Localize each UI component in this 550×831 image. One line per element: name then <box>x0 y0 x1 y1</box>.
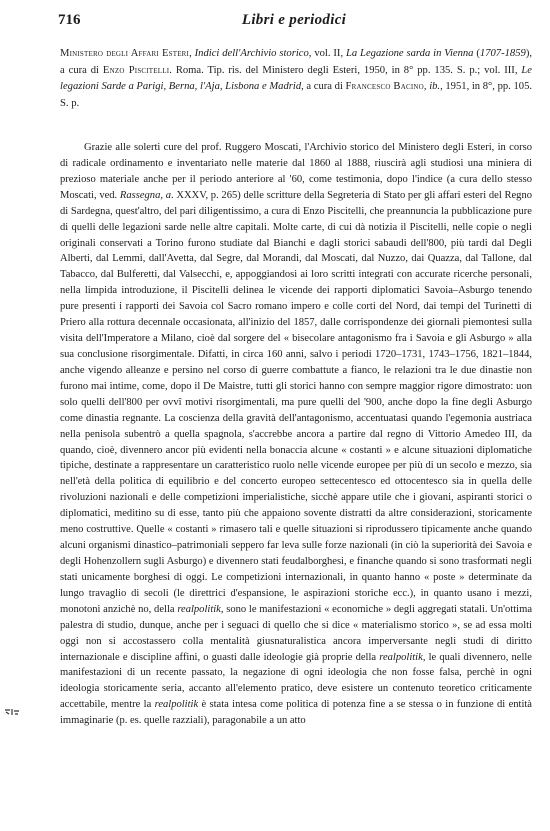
citation-editor: Francesco Bacino <box>345 81 424 93</box>
citation-text: , a cura di <box>301 81 346 93</box>
term-italic: realpolitik <box>177 603 221 615</box>
review-body <box>60 140 532 729</box>
citation-title: Indici dell'Archivio storico <box>194 48 309 59</box>
term-italic: realpolitik <box>379 651 423 663</box>
citation-text: ( <box>473 48 480 59</box>
body-text: . XXXV, p. 265) delle scritture della Segreteria di Stato per gli affari esteri del Regno di Sardegna, quest'altro, del pari diligentissimo, a cura di Enzo Piscitelli, che preannuncia la pubblicazione pure di quelli delle legazioni sarde nelle altre capitali. Molte carte, di cui dà notizia il Piscitelli, nelle copie o negli originali conservati a Torino furono studiate dal Bianchi e dagli storici sabaudi dell'800, più tardi dal Degli Alberti, dal Lemmi, dall'Avetta, dal Segre, dal Morandi, dal Moscati, dal Nuzzo, dai Quazza, dal Tallone, dal Tabacco, dal Bulferetti, dal Valsecchi, e, appoggiandosi ai loro scritti integrati con accurate ricerche personali, nella limpida introduzione, il Piscitelli delinea le vicende dei rapporti diplomatici Savoia–Asburgo tenendo pure presenti i rapporti dei Savoia col Sacro romano impero e colle corti del Nord, dai tempi del Turinetti di Priero alla rottura decennale occasionata, all'inizio del 1857, dalle corrispondenze dei giornali piemontesi sulla visita dell'Imperatore a Milano, cioè dal sorgere del « bisecolare antagonismo fra i Savoia e gli Asburgo » alla sua conclusione risorgimentale. Difatti, in circa 160 anni, salvo i periodi 1720–1731, 1743–1756, 1821–1844, anche vigendo alleanze e persino nel corso di guerre combattute a fianco, le relazioni tra le due dinastie non furono mai intime, come, dopo il De Maistre, tutti gli storici hanno con sempre maggior rigore dimostrato: uon solo quelli dell'800 per ovvî motivi risorgimentali, ma pure quelli del '900, anche dopo la fine degli Asburgo come dinastia regnante. La coscienza della gravità dell'antagonismo, accentuatasi quando l'egemonia austriaca nella penisola subentrò a quella spagnola, s'accrebbe ancora a partire dal regno di Vittorio Amedeo III, da quando, cioè, divennero ancor più evidenti nella bonaccia alcune « costanti » e alcune situazioni diplomatiche tipiche, destinate a rappresentare un caratteristico ruolo nelle vicende europee per più di un secolo e mezzo, sia nell'età della politica di equilibrio e del concerto europeo settecentesco ed ottocentesco sia in quella delle rivoluzioni nazionali e delle competizioni imperialistiche, sicchè appare utile che i giovani, aspiranti storici o diplomatici, meditino su di esse, tanto più che appaiono sovente distratti da altre considerazioni, storicamente meno costruttive. Quelle « costanti » rimasero tali e quelle situazioni si riprodussero tipicamente anche quando alcuni organismi dinastico–patrimoniali seppero far leva sulle forze nazionali (in ciò la superiorità dei Savoia e degli Hohenzollern sugli Asburgo) e divennero stati feudalborghesi, e finanche quando si sono trasformati negli stati unicamente borghesi di oggi. Le competizioni internazionali, in quanto hanno « poste » determinate da lungo travaglio di secoli (le direttrici d'espansione, le aspirazioni storiche ecc.), in quanto usano i mezzi, monotoni anzichè no, della <box>60 189 533 615</box>
citation-text: , vol. II, <box>308 48 346 59</box>
body-text: è stata intesa come politica di potenza fine a se stessa o in funzione di entità immaginarie (p. es. quelle razziali), paragonabile a un atto <box>60 699 532 727</box>
citation-author: Ministero degli Affari Esteri <box>60 48 190 59</box>
citation-editor: Enzo Piscitelli <box>102 64 170 76</box>
page-header <box>58 12 530 32</box>
citation-text: , <box>189 48 195 59</box>
review-paragraph <box>60 140 532 729</box>
citation-ibid: ib. <box>429 81 441 93</box>
citation-title: La Legazione sarda in Vienna <box>345 48 474 59</box>
body-text: , <box>160 189 166 201</box>
scan-mark-glyph <box>4 708 20 716</box>
citation-text: . Roma. Tip. ris. del Ministero degli Esteri, 1950, in 8° pp. 135. S. p.; vol. III, <box>169 64 522 76</box>
citation-text: , 1951, in 8°, pp. 105. S. p. <box>60 81 533 109</box>
journal-abbrev: a <box>165 189 171 201</box>
journal-abbrev: Rassegna <box>119 189 161 201</box>
body-text: Grazie alle solerti cure del prof. Ruggero Moscati, l'Archivio storico del Ministero degli Esteri, in corso di radicale ordinamento e inventariato nelle materie dal 1860 al 1888, riuscirà agli studiosi una miniera di prezioso materiale anche per il periodo anteriore al '60, come testimonia, dopo l'indice (a cura dello stesso Moscati, ved. <box>60 142 532 201</box>
citation-years: 1707-1859 <box>479 48 526 59</box>
citation-title: Le legazioni Sarde a Parigi, Berna, l'Aja, Lisbona e Madrid <box>60 64 532 93</box>
citation-text: ), a cura di <box>60 48 532 76</box>
term-italic: realpolitik <box>154 699 199 711</box>
page-number: 716 <box>58 12 81 28</box>
running-head: Libri e periodici <box>241 12 347 28</box>
book-citation <box>60 46 532 112</box>
citation-text: , <box>423 81 430 93</box>
body-text: , sono le manifestazioni « economiche » degli aggregati statali. Un'ottima palestra di studio, dunque, anche per i seguaci di quello che si dice « materialismo storico », se ad essa molti oggi non si accostassero colla mentalità giusnaturalistica ancora imperversante negli studi di diritto internazionale e discipline affini, o guasti dalle ideologie già proprie della <box>60 603 532 663</box>
margin-scan-mark <box>4 708 20 716</box>
body-text: , le quali divennero, nelle manifestazioni di un recente passato, la negazione di ogni ideologia che non fosse falsa, perchè in ogni ideologia storicamente seria, accanto all'elemento pratico, deve esistere un contenuto teoretico criticamente accettabile, mentre la <box>60 651 532 711</box>
